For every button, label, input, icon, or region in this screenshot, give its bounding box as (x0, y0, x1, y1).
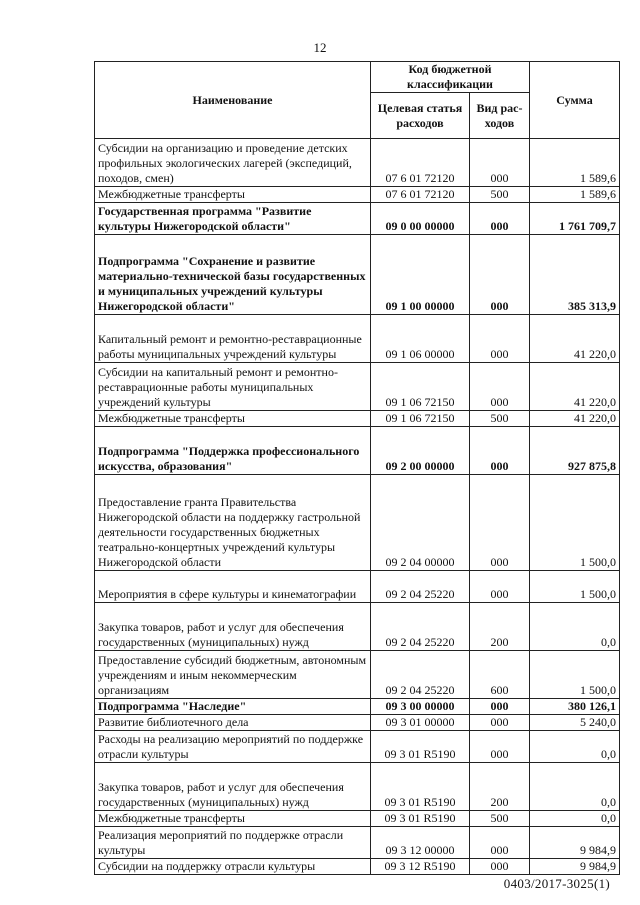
row-target-article: 09 2 04 00000 (371, 475, 470, 571)
row-sum: 41 220,0 (530, 315, 620, 363)
row-expense-type: 000 (470, 139, 530, 187)
row-name: Межбюджетные трансферты (95, 811, 371, 827)
table-row (95, 859, 620, 875)
row-expense-type: 000 (470, 315, 530, 363)
row-expense-type: 000 (470, 475, 530, 571)
row-target-article: 07 6 01 72120 (371, 139, 470, 187)
row-sum: 927 875,8 (530, 427, 620, 475)
row-target-article: 09 3 01 R5190 (371, 811, 470, 827)
row-name: Подпрограмма "Наследие" (95, 699, 371, 715)
row-target-article: 09 1 00 00000 (371, 235, 470, 315)
row-sum: 9 984,9 (530, 859, 620, 875)
row-target-article: 07 6 01 72120 (371, 187, 470, 203)
row-target-article: 09 2 04 25220 (371, 603, 470, 651)
row-target-article: 09 3 12 R5190 (371, 859, 470, 875)
table-row (95, 571, 620, 603)
row-name: Мероприятия в сфере культуры и кинематографии (95, 571, 371, 603)
row-target-article: 09 2 00 00000 (371, 427, 470, 475)
table-row (95, 763, 620, 811)
row-sum: 41 220,0 (530, 411, 620, 427)
row-expense-type: 000 (470, 731, 530, 763)
row-target-article: 09 3 01 R5190 (371, 763, 470, 811)
row-sum: 1 589,6 (530, 187, 620, 203)
row-expense-type: 500 (470, 811, 530, 827)
row-sum: 9 984,9 (530, 827, 620, 859)
row-name: Субсидии на поддержку отрасли культуры (95, 859, 371, 875)
row-target-article: 09 0 00 00000 (371, 203, 470, 235)
row-sum: 1 589,6 (530, 139, 620, 187)
row-name: Предоставление субсидий бюджетным, автономным учреждениям и иным некоммерческим организациям (95, 651, 371, 699)
row-sum: 1 500,0 (530, 571, 620, 603)
row-target-article: 09 3 00 00000 (371, 699, 470, 715)
row-sum: 1 761 709,7 (530, 203, 620, 235)
budget-table (94, 61, 620, 875)
row-sum: 0,0 (530, 763, 620, 811)
row-expense-type: 500 (470, 411, 530, 427)
row-name: Государственная программа "Развитие культуры Нижегородской области" (95, 203, 371, 235)
row-expense-type: 000 (470, 203, 530, 235)
row-expense-type: 000 (470, 715, 530, 731)
row-target-article: 09 1 06 72150 (371, 363, 470, 411)
document-code: 0403/2017-3025(1) (503, 876, 610, 891)
table-row (95, 603, 620, 651)
row-name: Расходы на реализацию мероприятий по поддержке отрасли культуры (95, 731, 371, 763)
table-row (95, 475, 620, 571)
row-expense-type: 200 (470, 603, 530, 651)
row-sum: 1 500,0 (530, 475, 620, 571)
header-expense-type: Вид рас-ходов (470, 93, 530, 139)
row-name: Межбюджетные трансферты (95, 411, 371, 427)
row-target-article: 09 1 06 00000 (371, 315, 470, 363)
row-name: Закупка товаров, работ и услуг для обеспечения государственных (муниципальных) нужд (95, 603, 371, 651)
row-name: Межбюджетные трансферты (95, 187, 371, 203)
row-target-article: 09 3 01 00000 (371, 715, 470, 731)
row-sum: 41 220,0 (530, 363, 620, 411)
row-name: Субсидии на организацию и проведение детских профильных экологических лагерей (экспедиций, походов, смен) (95, 139, 371, 187)
table-row (95, 139, 620, 187)
row-target-article: 09 3 01 R5190 (371, 731, 470, 763)
row-expense-type: 600 (470, 651, 530, 699)
table-row (95, 731, 620, 763)
table-row (95, 827, 620, 859)
row-target-article: 09 3 12 00000 (371, 827, 470, 859)
table-row (95, 427, 620, 475)
row-expense-type: 000 (470, 571, 530, 603)
row-name: Развитие библиотечного дела (95, 715, 371, 731)
table-row (95, 715, 620, 731)
table-row (95, 315, 620, 363)
row-expense-type: 000 (470, 827, 530, 859)
row-sum: 380 126,1 (530, 699, 620, 715)
table-row (95, 411, 620, 427)
row-expense-type: 500 (470, 187, 530, 203)
row-expense-type: 000 (470, 699, 530, 715)
table-row (95, 699, 620, 715)
table-header (95, 62, 620, 139)
table-row (95, 187, 620, 203)
header-code-group: Код бюджетной классификации (371, 62, 530, 93)
row-expense-type: 000 (470, 235, 530, 315)
row-expense-type: 000 (470, 859, 530, 875)
table-row (95, 811, 620, 827)
table-body (95, 139, 620, 875)
row-sum: 385 313,9 (530, 235, 620, 315)
table-row (95, 235, 620, 315)
row-expense-type: 000 (470, 427, 530, 475)
row-target-article: 09 2 04 25220 (371, 651, 470, 699)
header-sum: Сумма (530, 62, 620, 139)
row-name: Закупка товаров, работ и услуг для обеспечения государственных (муниципальных) нужд (95, 763, 371, 811)
row-sum: 0,0 (530, 811, 620, 827)
table-row (95, 363, 620, 411)
row-name: Подпрограмма "Сохранение и развитие материально-технической базы государственных и муниципальных учреждений культуры Нижегородской области" (95, 235, 371, 315)
row-name: Подпрограмма "Поддержка профессионального искусства, образования" (95, 427, 371, 475)
row-name: Субсидии на капитальный ремонт и ремонтно-реставрационные работы муниципальных учреждений культуры (95, 363, 371, 411)
row-name: Реализация мероприятий по поддержке отрасли культуры (95, 827, 371, 859)
row-expense-type: 000 (470, 363, 530, 411)
table-row (95, 651, 620, 699)
row-sum: 0,0 (530, 603, 620, 651)
header-target-article: Целевая статья расходов (371, 93, 470, 139)
row-sum: 5 240,0 (530, 715, 620, 731)
page-number: 12 (313, 40, 327, 55)
row-sum: 1 500,0 (530, 651, 620, 699)
header-name: Наименование (95, 62, 371, 139)
row-name: Капитальный ремонт и ремонтно-реставрационные работы муниципальных учреждений культуры (95, 315, 371, 363)
table-row (95, 203, 620, 235)
row-name: Предоставление гранта Правительства Нижегородской области на поддержку гастрольной деятельности государственных бюджетных театрально-концертных учреждений культуры Нижегородской области (95, 475, 371, 571)
row-sum: 0,0 (530, 731, 620, 763)
row-target-article: 09 1 06 72150 (371, 411, 470, 427)
row-expense-type: 200 (470, 763, 530, 811)
row-target-article: 09 2 04 25220 (371, 571, 470, 603)
